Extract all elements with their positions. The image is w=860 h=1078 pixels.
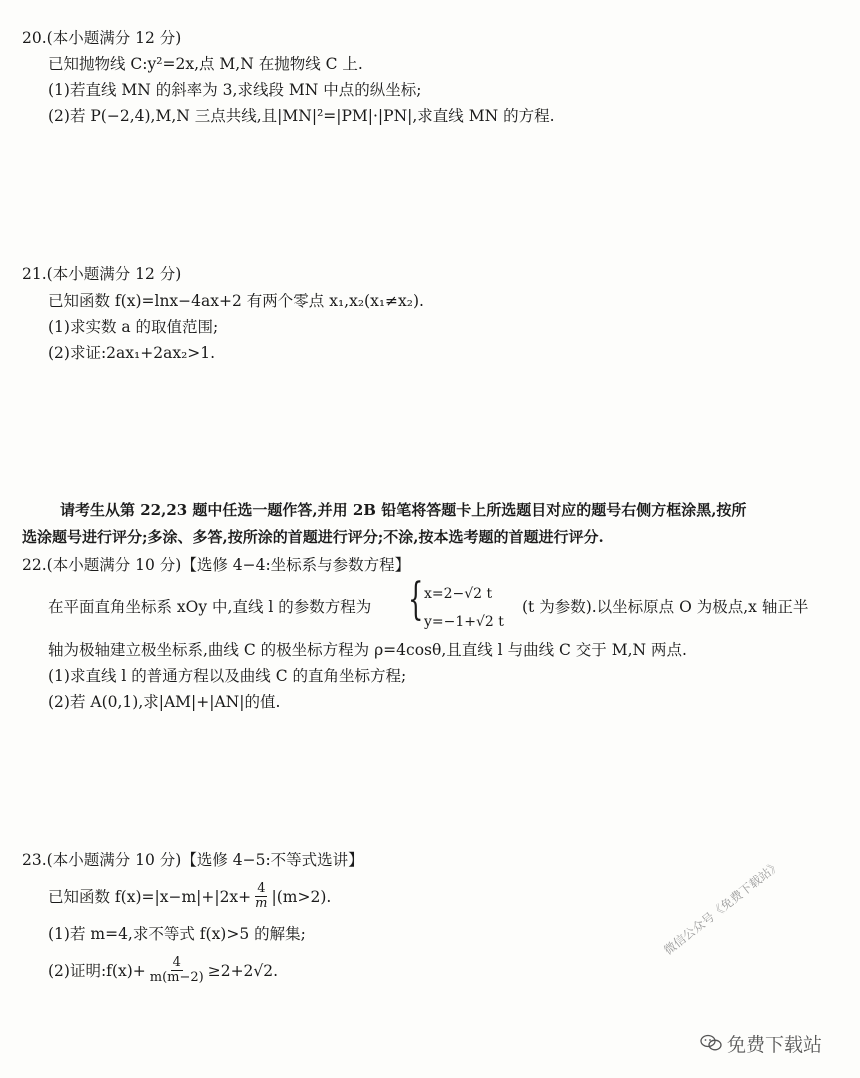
notice-line-2: 选涂题号进行评分;多涂、多答,按所涂的首题进行评分;不涂,按本选考题的首题进行评分. <box>22 528 604 546</box>
fraction-4-over-m <box>253 882 269 911</box>
fraction-numerator: 4 <box>172 955 181 970</box>
q20-line-1: 已知抛物线 C:y²=2x,点 M,N 在抛物线 C 上. <box>48 55 363 73</box>
system-brace: { <box>408 574 424 625</box>
q22-heading: 22.(本小题满分 10 分)【选修 4−4:坐标系与参数方程】 <box>22 556 411 574</box>
watermark-brand: 免费下载站 <box>727 1034 823 1056</box>
watermark-diagonal-text: 微信公众号《免费下载站》 <box>661 857 784 958</box>
q22-line-2: 轴为极轴建立极坐标系,曲线 C 的极坐标方程为 ρ=4cosθ,且直线 l 与曲线 C 交于 M,N 两点. <box>48 641 687 659</box>
q23-heading: 23.(本小题满分 10 分)【选修 4−5:不等式选讲】 <box>22 851 364 869</box>
q22-line-1a: 在平面直角坐标系 xOy 中,直线 l 的参数方程为 <box>48 598 372 616</box>
wechat-icon <box>700 1034 722 1052</box>
q23-line-1-end: |(m>2). <box>271 887 332 906</box>
q23-line-3-start: (2)证明:f(x)+ <box>48 961 146 980</box>
q20-heading: 20.(本小题满分 12 分) <box>22 29 182 47</box>
q21-heading: 21.(本小题满分 12 分) <box>22 265 182 283</box>
fraction-denominator: m <box>255 896 268 911</box>
fraction-denominator: m(m−2) <box>149 970 204 985</box>
q21-line-2: (1)求实数 a 的取值范围; <box>48 318 219 336</box>
q23-line-3 <box>48 956 278 985</box>
q21-line-1: 已知函数 f(x)=lnx−4ax+2 有两个零点 x₁,x₂(x₁≠x₂). <box>48 292 424 310</box>
q23-line-3-end: ≥2+2√2. <box>207 961 279 980</box>
q22-system-eq2: y=−1+√2 t <box>424 614 504 630</box>
q22-line-1b: (t 为参数).以坐标原点 O 为极点,x 轴正半 <box>522 598 809 616</box>
q23-line-2: (1)若 m=4,求不等式 f(x)>5 的解集; <box>48 925 306 943</box>
fraction-4-over-m-m-minus-2 <box>148 956 206 985</box>
q20-line-2: (1)若直线 MN 的斜率为 3,求线段 MN 中点的纵坐标; <box>48 81 422 99</box>
q23-line-1-start: 已知函数 f(x)=|x−m|+|2x+ <box>48 887 252 906</box>
q22-line-4: (2)若 A(0,1),求|AM|+|AN|的值. <box>48 693 281 711</box>
q22-system-eq1: x=2−√2 t <box>424 586 493 602</box>
notice-line-1: 请考生从第 22,23 题中任选一题作答,并用 2B 铅笔将答题卡上所选题目对应的题号右侧方框涂黑,按所 <box>60 501 747 519</box>
fraction-numerator: 4 <box>257 881 266 896</box>
q23-line-1 <box>48 882 331 911</box>
q21-line-3: (2)求证:2ax₁+2ax₂>1. <box>48 344 216 362</box>
q20-line-3: (2)若 P(−2,4),M,N 三点共线,且|MN|²=|PM|·|PN|,求直线 MN 的方程. <box>48 107 555 125</box>
q22-line-3: (1)求直线 l 的普通方程以及曲线 C 的直角坐标方程; <box>48 667 407 685</box>
